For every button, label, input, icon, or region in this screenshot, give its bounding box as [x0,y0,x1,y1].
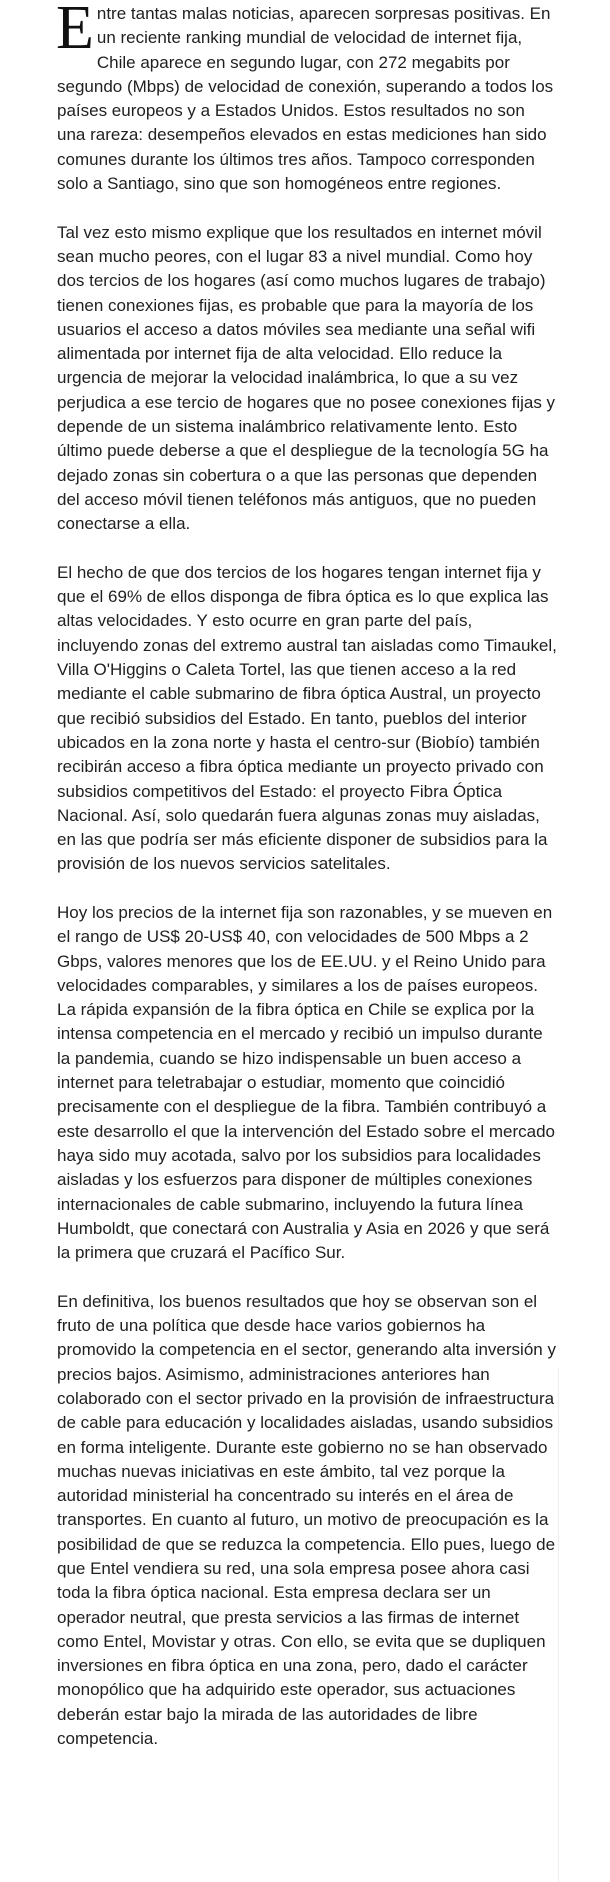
article-paragraph-5: En definitiva, los buenos resultados que hoy se observan son el fruto de una política que desde hace varios gobiernos ha promovido la competencia en el sector, generando alta inversión y precios bajos. Asimismo, administraciones anteriores han colaborado con el sector privado en la provisión de infraestructura de cable para educación y localidades aisladas, usando subsidios en forma inteligente. Durante este gobierno no se han observado muchas nuevas iniciativas en este ámbito, tal vez porque la autoridad ministerial ha concentrado su interés en el área de transportes. En cuanto al futuro, un motivo de preocupación es la posibilidad de que se reduzca la competencia. Ello pues, luego de que Entel vendiera su red, una sola empresa posee ahora casi toda la fibra óptica nacional. Esta empresa declara ser un operador neutral, que presta servicios a las firmas de internet como Entel, Movistar y otras. Con ello, se evita que se dupliquen inversiones en fibra óptica en una zona, pero, dado el carácter monopólico que ha adquirido este operador, sus actuaciones deberán estar bajo la mirada de las autoridades de libre competencia. [57,1291,556,1749]
paragraph-1-text: ntre tantas malas noticias, aparecen sorpresas positivas. En un reciente ranking mundial de velocidad de internet fija, Chile aparece en segundo lugar, con 272 megabits por segundo (Mbps) de velocidad de conexión, superando a todos los países europeos y a Estados Unidos. Estos resultados no son una rareza: desempeños elevados en estas mediciones han sido comunes durante los últimos tres años. Tampoco corresponden solo a Santiago, sino que son homogéneos entre regiones. [57,4,554,194]
article-body [57,2,557,1751]
article-paragraph-3: El hecho de que dos tercios de los hogares tengan internet fija y que el 69% de ellos disponga de fibra óptica es lo que explica las altas velocidades. Y esto ocurre en gran parte del país, incluyendo zonas del extremo austral tan aisladas como Timaukel, Villa O'Higgins o Caleta Tortel, las que tienen acceso a la red mediante el cable submarino de fibra óptica Austral, un proyecto que recibió subsidios del Estado. En tanto, pueblos del interior ubicados en la zona norte y hasta el centro-sur (Biobío) también recibirán acceso a fibra óptica mediante un proyecto privado con subsidios competitivos del Estado: el proyecto Fibra Óptica Nacional. Así, solo quedarán fuera algunas zonas muy aisladas, en las que podría ser más eficiente disponer de subsidios para la provisión de los nuevos servicios satelitales. [57,562,557,874]
column-divider [558,1368,559,1882]
article-paragraph-4: Hoy los precios de la internet fija son razonables, y se mueven en el rango de US$ 20-US$ 40, con velocidades de 500 Mbps a 2 Gbps, valores menores que los de EE.UU. y el Reino Unido para velocidades comparables, y similares a los de países europeos. La rápida expansión de la fibra óptica en Chile se explica por la intensa competencia en el mercado y recibió un impulso durante la pandemia, cuando se hizo indispensable un buen acceso a internet para teletrabajar o estudiar, momento que coincidió precisamente con el despliegue de la fibra. También contribuyó a este desarrollo el que la intervención del Estado sobre el mercado haya sido muy acotada, salvo por los subsidios para localidades aisladas y los esfuerzos para disponer de múltiples conexiones internacionales de cable submarino, incluyendo la futura línea Humboldt, que conectará con Australia y Asia en 2026 y que será la primera que cruzará el Pacífico Sur. [57,902,556,1263]
drop-cap: E [56,0,94,62]
article-paragraph-1 [57,2,557,196]
article-paragraph-2: Tal vez esto mismo explique que los resultados en internet móvil sean mucho peores, con el lugar 83 a nivel mundial. Como hoy dos tercios de los hogares (así como muchos lugares de trabajo) tienen conexiones fijas, es probable que para la mayoría de los usuarios el acceso a datos móviles sea mediante una señal wifi alimentada por internet fija de alta velocidad. Ello reduce la urgencia de mejorar la velocidad inalámbrica, lo que a su vez perjudica a ese tercio de hogares que no posee conexiones fijas y depende de un sistema inalámbrico relativamente lento. Esto último puede deberse a que el despliegue de la tecnología 5G ha dejado zonas sin cobertura o a que las personas que dependen del acceso móvil tienen teléfonos más antiguos, que no pueden conectarse a ella. [57,222,556,534]
